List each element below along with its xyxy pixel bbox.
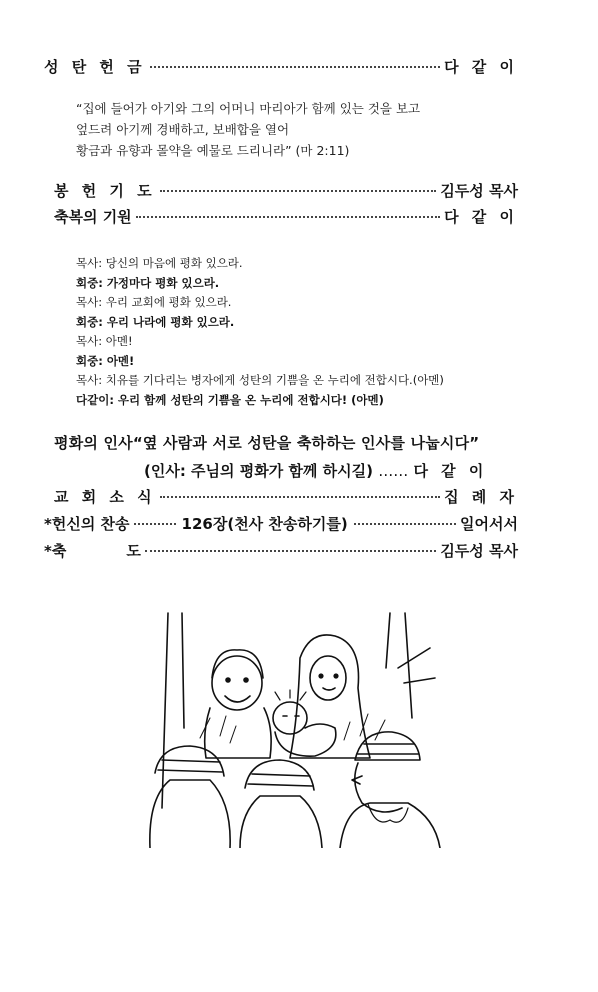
litany-line: 목사: 당신의 마음에 평화 있으라.: [76, 256, 243, 270]
litany-line: 다같이: 우리 함께 성탄의 기쁨을 온 누리에 전합시다! (아멘): [76, 392, 384, 407]
news-leader: 집 례 자: [444, 488, 518, 506]
leader-dots: [150, 66, 440, 68]
litany-line: 회중: 아멘!: [76, 353, 135, 368]
prayer-label: 봉 헌 기 도: [54, 182, 156, 200]
offering-leader: 다 같 이: [444, 58, 518, 76]
benediction-leader: 김두성 목사: [440, 542, 518, 560]
scripture-line: 황금과 유향과 몰약을 예물로 드리니라” (마 2:11): [76, 143, 350, 158]
news-row: [54, 486, 518, 507]
benediction-label-2: 도: [126, 542, 141, 560]
prayer-row: [54, 180, 518, 201]
offering-label: 성 탄 헌 금: [44, 58, 146, 76]
leader-dots: [354, 523, 456, 525]
scripture-line: “집에 들어가 아기와 그의 어머니 마리아가 함께 있는 것을 보고: [76, 101, 421, 116]
leader-dots: ……: [378, 462, 409, 480]
nativity-illustration: [140, 608, 450, 848]
greeting-instruction: (인사: 주님의 평화가 함께 하시길): [144, 462, 373, 480]
peace-greeting-title: 평화의 인사“옆 사람과 서로 성탄을 축하하는 인사를 나눕시다”: [54, 434, 480, 452]
litany-line: 목사: 아멘!: [76, 334, 133, 348]
litany-line: 목사: 우리 교회에 평화 있으라.: [76, 295, 232, 309]
greeting-leader: 다 같 이: [413, 462, 488, 480]
offering-row: [44, 56, 518, 77]
leader-dots: [160, 496, 440, 498]
litany-line: 회중: 우리 나라에 평화 있으라.: [76, 314, 235, 329]
leader-dots: [134, 523, 176, 525]
leader-dots: [136, 216, 440, 218]
litany-line: 목사: 치유를 기다리는 병자에게 성탄의 기쁨을 온 누리에 전합시다.(아멘): [76, 373, 444, 387]
news-label: 교 회 소 식: [54, 488, 156, 506]
scripture-line: 엎드려 아기께 경배하고, 보배합을 열어: [76, 122, 290, 137]
leader-dots: [145, 550, 436, 552]
prayer-leader: 김두성 목사: [440, 182, 518, 200]
hymn-label: *헌신의 찬송: [44, 515, 130, 533]
scripture-quote: [76, 98, 420, 161]
hymn-posture: 일어서서: [460, 515, 518, 533]
benediction-label: *축: [44, 542, 67, 560]
litany-line: 회중: 가정마다 평화 있으라.: [76, 275, 220, 290]
hymn-title: 126장(천사 찬송하기를): [181, 515, 348, 533]
peace-greeting-sub: [144, 460, 487, 481]
benediction-row: [44, 540, 518, 561]
blessing-row: [54, 206, 518, 227]
blessing-leader: 다 같 이: [444, 208, 518, 226]
leader-dots: [160, 190, 437, 192]
hymn-row: [44, 513, 518, 534]
blessing-label: 축복의 기원: [54, 208, 132, 226]
responsive-litany: [76, 254, 444, 410]
